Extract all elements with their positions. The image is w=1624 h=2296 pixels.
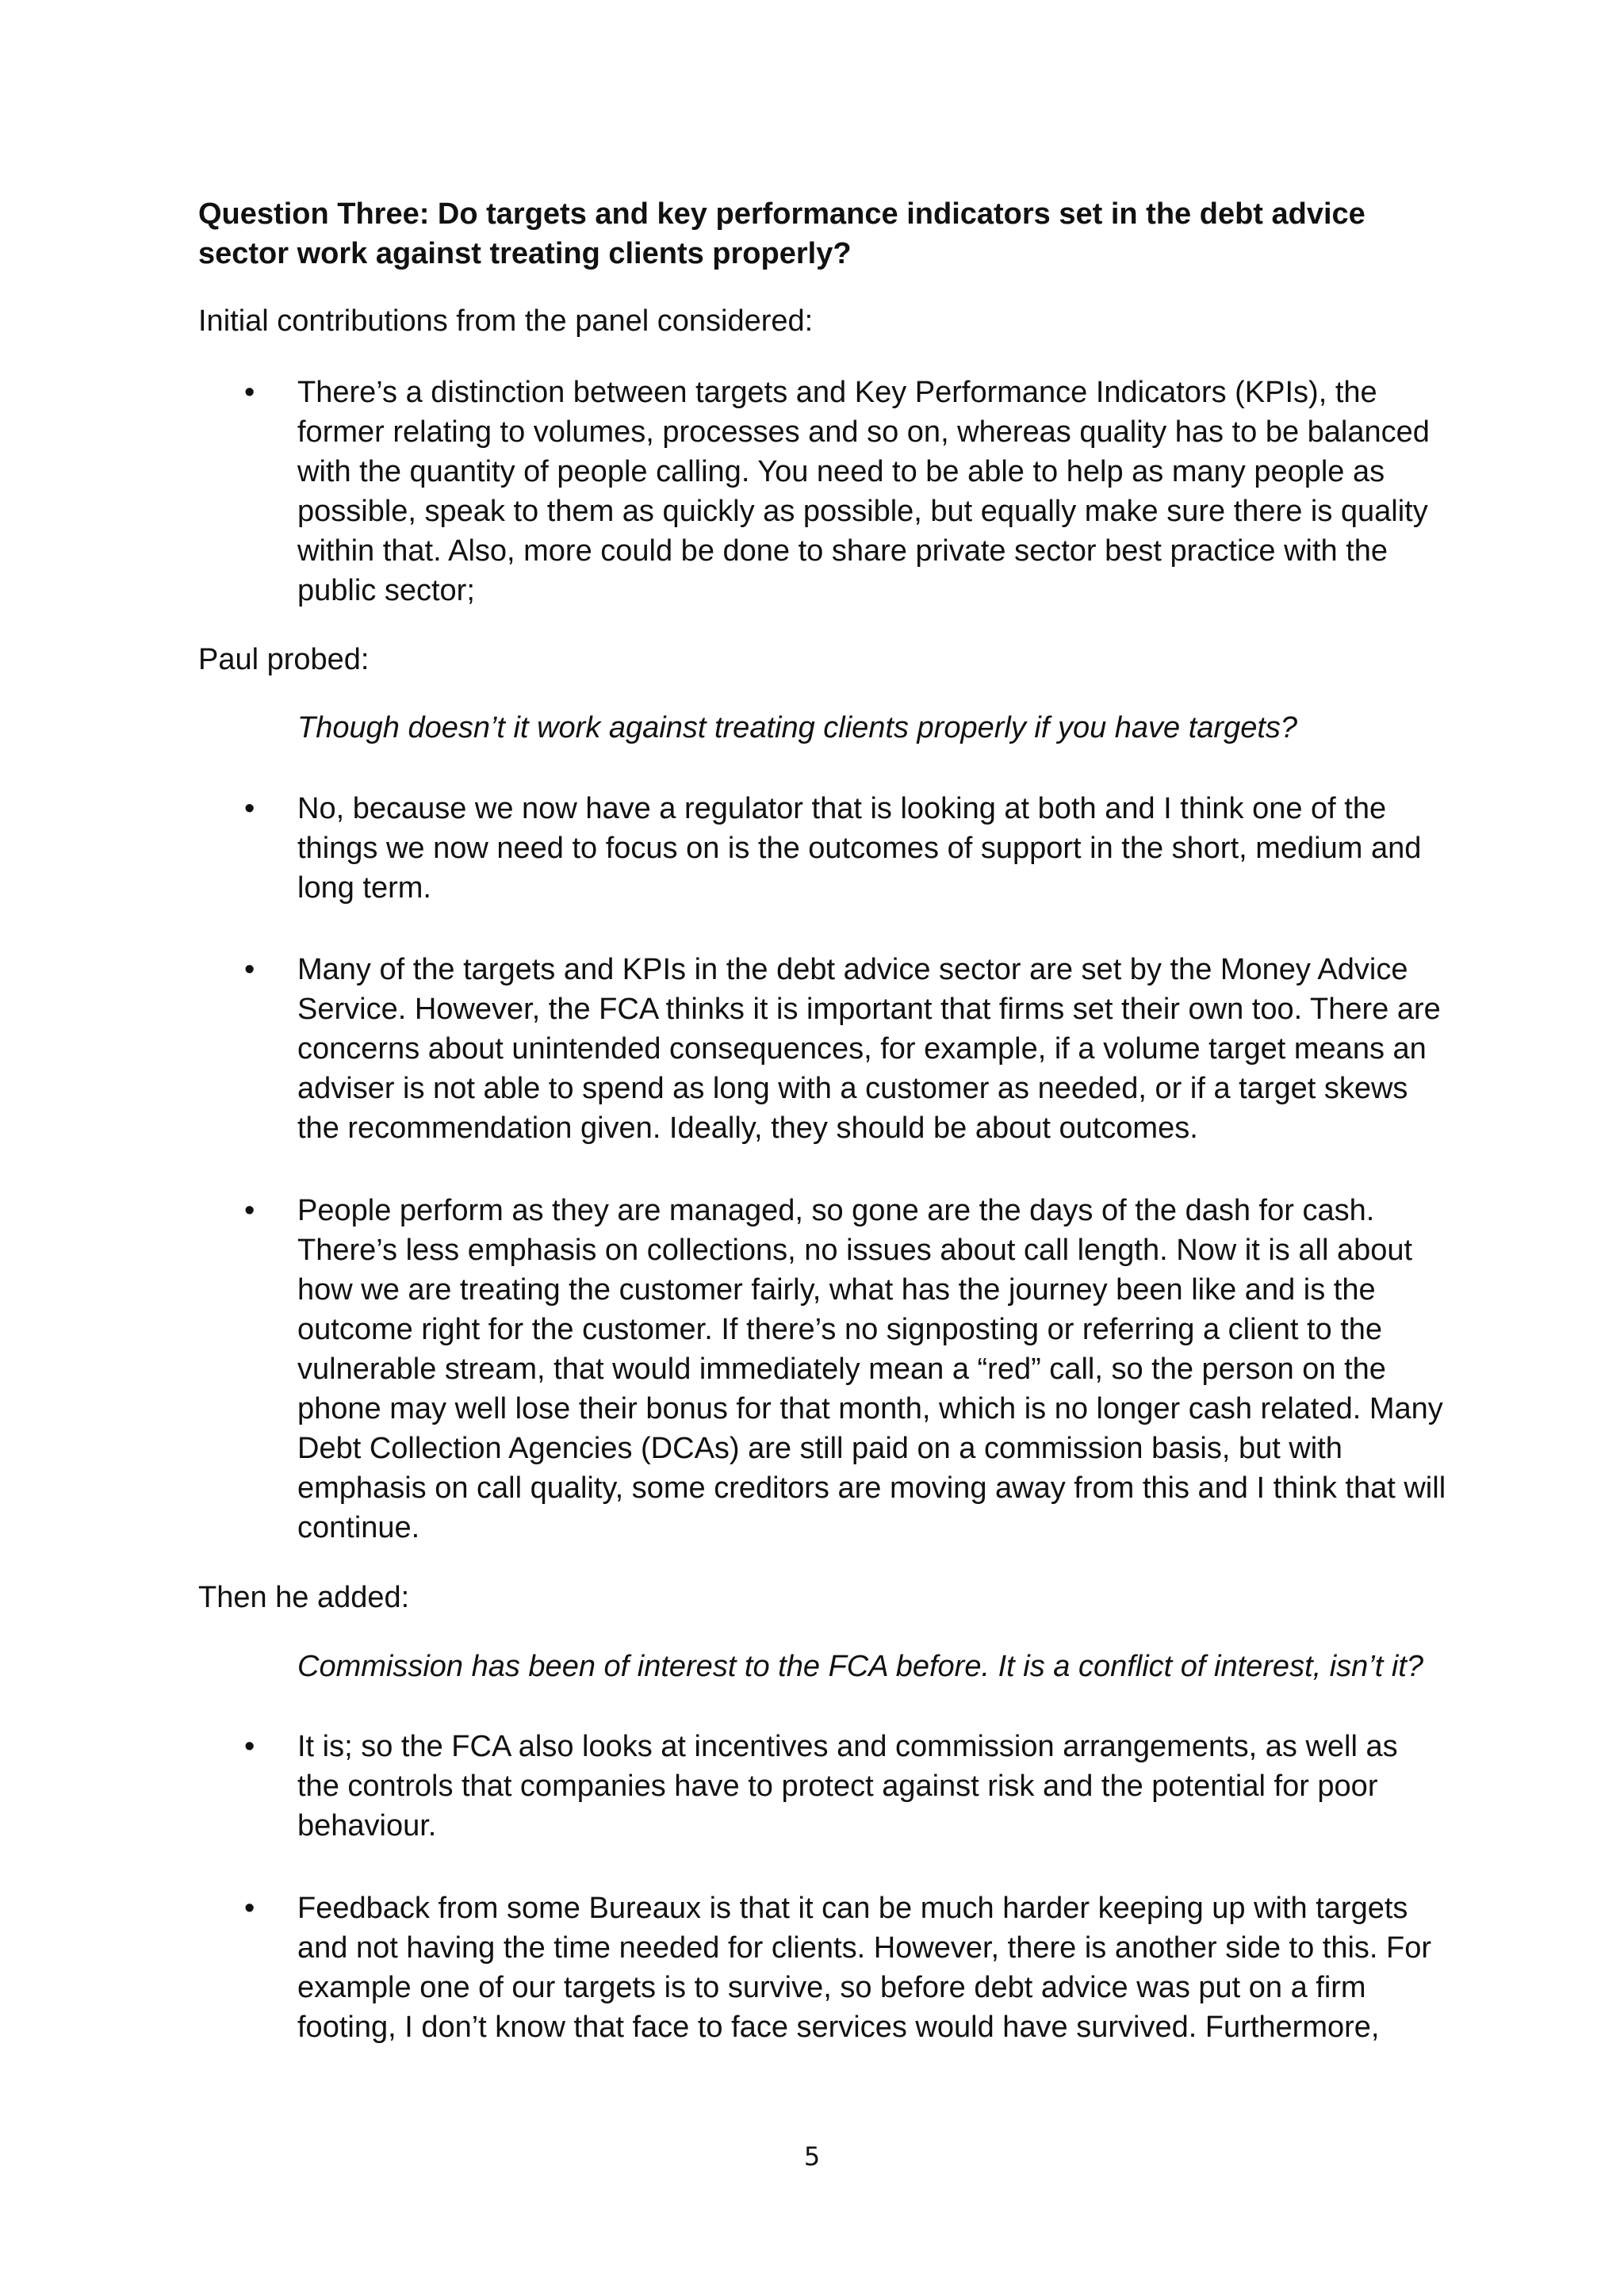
bullet-text: There’s a distinction between targets and Key Performance Indicators (KPIs), the former relating to volumes, processes and so on, whereas quality has to be balanced with the quantity of people calling. You need to be able to help as many people as possible, speak to them as quickly as possible, but equally make sure there is quality within that. Also, more could be done to share private sector best practice with the public sector; <box>297 376 1430 607</box>
added-quote: Commission has been of interest to the FCA before. It is a conflict of interest, isn’t it? <box>297 1650 1424 1683</box>
bullet-icon: • <box>244 953 255 986</box>
probe-quote: Though doesn’t it work against treating clients properly if you have targets? <box>297 711 1298 744</box>
probe-label: Paul probed: <box>198 643 370 676</box>
bullet-text: Many of the targets and KPIs in the debt advice sector are set by the Money Advice Service. However, the FCA thinks it is important that firms set their own too. There are concerns about unintended consequences, for example, if a volume target means an adviser is not able to spend as long with a customer as needed, or if a target skews the recommendation given. Ideally, they should be about outcomes. <box>297 953 1441 1145</box>
section-heading: Question Three: Do targets and key performance indicators set in the debt advice sector work against treating clients properly? <box>198 197 1365 270</box>
added-label: Then he added: <box>198 1581 410 1614</box>
bullet-icon: • <box>244 1194 255 1227</box>
bullet-text: No, because we now have a regulator that is looking at both and I think one of the things we now need to focus on is the outcomes of support in the short, medium and long term. <box>297 792 1422 905</box>
bullet-text: People perform as they are managed, so gone are the days of the dash for cash. There’s less emphasis on collections, no issues about call length. Now it is all about how we are treating the customer fairly, what has the journey been like and is the outcome right for the customer. If there’s no signposting or referring a client to the vulnerable stream, that would immediately mean a “red” call, so the person on the phone may well lose their bonus for that month, which is no longer cash related. Many Debt Collection Agencies (DCAs) are still paid on a commission basis, but with emphasis on call quality, some creditors are moving away from this and I think that will continue. <box>297 1194 1446 1544</box>
bullet-icon: • <box>244 792 255 825</box>
bullet-icon: • <box>244 376 255 409</box>
bullet-icon: • <box>244 1730 255 1763</box>
page-number: 5 <box>803 2141 821 2172</box>
intro-paragraph: Initial contributions from the panel considered: <box>198 304 814 338</box>
bullet-text: Feedback from some Bureaux is that it can be much harder keeping up with targets and not having the time needed for clients. However, there is another side to this. For example one of our targets is to survive, so before debt advice was put on a firm footing, I don’t know that face to face services would have survived. Furthermore, <box>297 1892 1432 2044</box>
bullet-text: It is; so the FCA also looks at incentives and commission arrangements, as well as the controls that companies have to protect against risk and the potential for poor behaviour. <box>297 1730 1398 1843</box>
bullet-icon: • <box>244 1892 255 1925</box>
